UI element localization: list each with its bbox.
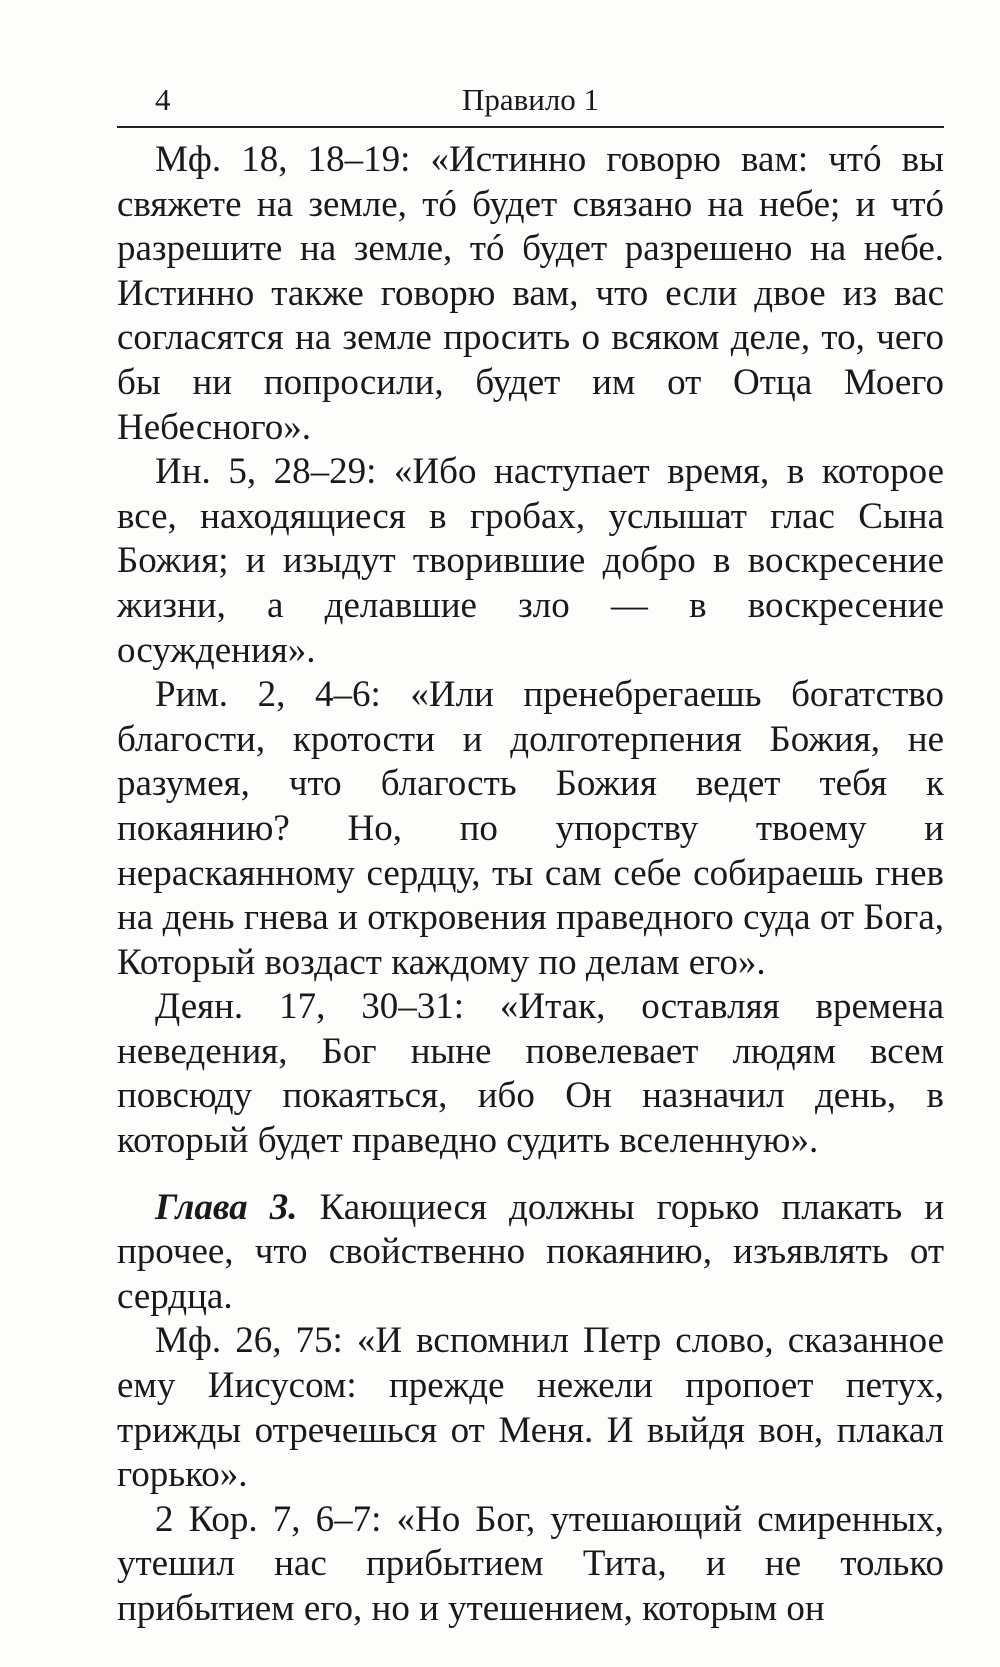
- page-number: 4: [155, 82, 171, 117]
- scripture-paragraph: Рим. 2, 4–6: «Или пренебрегаешь богатство благости, кротости и долготерпения Божия, не разумея, что благость Божия ведет тебя к покаянию? Но, по упорству твоему и нераскаянному сердцу, ты сам себе собираешь гнев на день гнева и откровения праведного суда от Бога, Который воздаст каждому по делам его».: [117, 674, 944, 983]
- scripture-paragraph: Мф. 18, 18–19: «Истинно говорю вам: чтó вы свяжете на земле, тó будет связано на небе; и чтó разрешите на земле, тó будет разрешено на небе. Истинно также говорю вам, что если двое из вас согласятся на земле просить о всяком деле, то, чего бы ни попросили, будет им от Отца Моего Небесного».: [117, 139, 944, 448]
- chapter-text: Кающиеся должны горько плакать и прочее, что свойственно покаянию, изъявлять от сердца.: [117, 1186, 944, 1317]
- scripture-paragraph: 2 Кор. 7, 6–7: «Но Бог, утешающий смиренных, утешил нас прибытием Тита, и не только прибытием его, но и утешением, которым он: [117, 1498, 944, 1629]
- header-rule: [117, 126, 944, 128]
- scripture-paragraph: Деян. 17, 30–31: «Итак, оставляя времена неведения, Бог ныне повелевает людям всем повсюду покаяться, ибо Он назначил день, в который будет праведно судить вселенную».: [117, 986, 944, 1162]
- scripture-paragraph: Ин. 5, 28–29: «Ибо наступает время, в которое все, находящиеся в гробах, услышат глас Сына Божия; и изыдут творившие добро в воскресение жизни, а делавшие зло — в воскресение осуждения».: [117, 451, 944, 671]
- running-head: [117, 82, 944, 122]
- scripture-paragraph: Мф. 26, 75: «И вспомнил Петр слово, сказанное ему Иисусом: прежде нежели пропоет петух, трижды отречешься от Меня. И выйдя вон, плакал горько».: [117, 1320, 944, 1496]
- chapter-label: Глава 3.: [155, 1186, 298, 1228]
- running-title: Правило 1: [461, 82, 600, 117]
- body-text: [117, 138, 944, 1632]
- chapter-heading: [117, 1186, 944, 1320]
